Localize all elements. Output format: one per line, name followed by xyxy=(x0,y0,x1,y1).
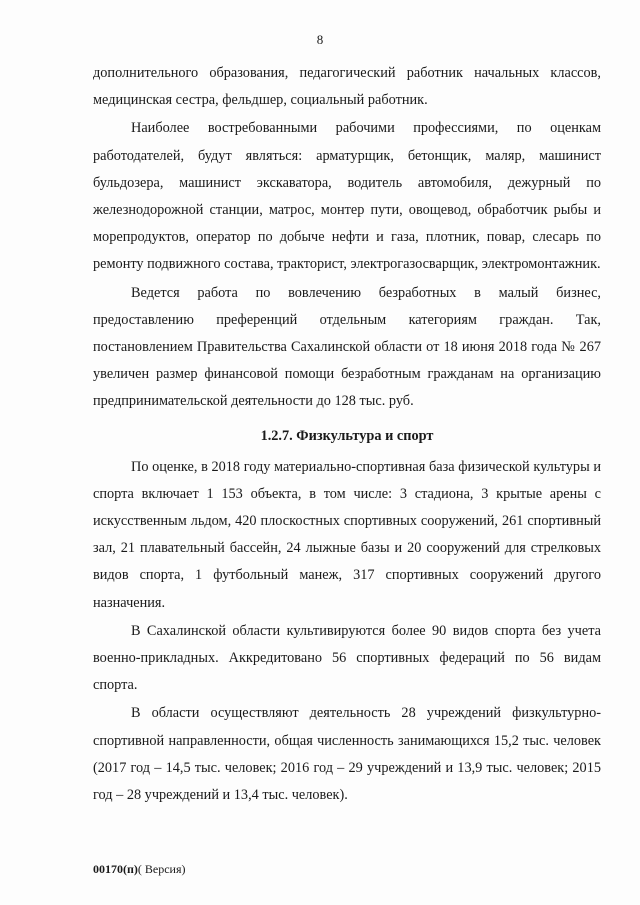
document-footer xyxy=(93,862,186,877)
page-number: 8 xyxy=(316,32,324,47)
paragraphs-after-heading xyxy=(93,454,601,810)
section-heading: 1.2.7. Физкультура и спорт xyxy=(260,427,434,444)
paragraphs-before-heading xyxy=(93,60,601,416)
paragraph: Наиболее востребованными рабочими профессиями, по оценкам работодателей, будут являться: арматурщик, бетонщик, маляр, машинист бульдозера, машинист экскаватора, водитель автомобиля, дежурный по железнодорожной станции, матрос, монтер пути, овощевод, обработчик рыбы и морепродуктов, оператор по добыче нефти и газа, плотник, повар, слесарь по ремонту подвижного состава, тракторист, электрогазосварщик, электромонтажник. xyxy=(93,120,601,273)
document-body xyxy=(93,60,601,809)
paragraph: В области осуществляют деятельность 28 учреждений физкультурно-спортивной направленности, общая численность занимающихся 15,2 тыс. человек (2017 год – 14,5 тыс. человек; 2016 год – 29 учреждений и 13,9 тыс. человек; 2015 год – 28 учреждений и 13,4 тыс. человек). xyxy=(93,705,601,804)
paragraph: Ведется работа по вовлечению безработных в малый бизнес, предоставлению преференций отдельным категориям граждан. Так, постановлением Правительства Сахалинской области от 18 июня 2018 года № 267 увеличен размер финансовой помощи безработным гражданам на организацию предпринимательской деятельности до 128 тыс. руб. xyxy=(93,284,601,410)
footer-version: ( Версия) xyxy=(137,862,186,876)
footer-code: 00170(п) xyxy=(93,862,138,876)
paragraph: дополнительного образования, педагогический работник начальных классов, медицинская сестра, фельдшер, социальный работник. xyxy=(93,65,601,109)
paragraph: По оценке, в 2018 году материально-спортивная база физической культуры и спорта включает 1 153 объекта, в том числе: 3 стадиона, 3 крытые арены с искусственным льдом, 420 плоскостных спортивных сооружений, 261 спортивный зал, 21 плавательный бассейн, 24 лыжные базы и 20 сооружений для стрелковых видов спорта, 1 футбольный манеж, 317 спортивных сооружений другого назначения. xyxy=(93,458,601,611)
paragraph: В Сахалинской области культивируются более 90 видов спорта без учета военно-прикладных. Аккредитовано 56 спортивных федераций по 56 видам спорта. xyxy=(93,622,601,694)
